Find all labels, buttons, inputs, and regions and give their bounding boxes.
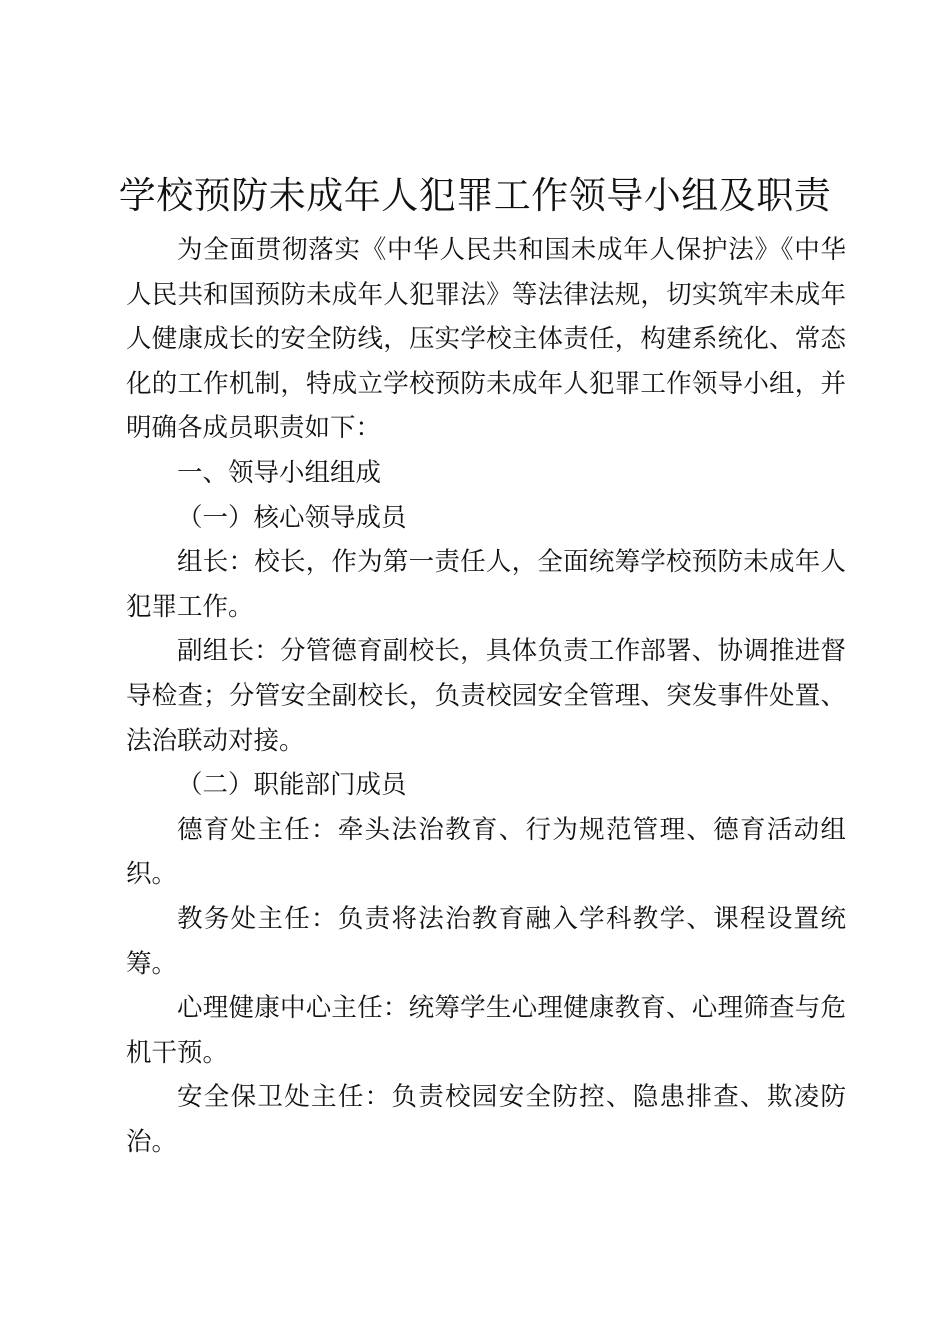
paragraph-group-leader: 组长：校长，作为第一责任人，全面统筹学校预防未成年人犯罪工作。	[126, 547, 846, 622]
paragraph-intro: 为全面贯彻落实《中华人民共和国未成年人保护法》《中华人民共和国预防未成年人犯罪法》等法律法规，切实筑牢未成年人健康成长的安全防线，压实学校主体责任，构建系统化、常态化的工作机制，特成立学校预防未成年人犯罪工作领导小组，并明确各成员职责如下：	[126, 235, 846, 444]
paragraph-mental-health-director: 心理健康中心主任：统筹学生心理健康教育、心理筛查与危机干预。	[126, 993, 846, 1068]
paragraph-deputy-leaders: 副组长：分管德育副校长，具体负责工作部署、协调推进督导检查；分管安全副校长，负责校园安全管理、突发事件处置、法治联动对接。	[126, 636, 846, 756]
section-heading-composition: 一、领导小组组成	[177, 457, 382, 488]
paragraph-security-director: 安全保卫处主任：负责校园安全防控、隐患排查、欺凌防治。	[126, 1082, 846, 1157]
document-body	[126, 228, 846, 1164]
subsection-heading-core-leaders: （一）核心领导成员	[177, 502, 407, 533]
document-title: 学校预防未成年人犯罪工作领导小组及职责	[118, 174, 832, 217]
paragraph-academic-affairs-director: 教务处主任：负责将法治教育融入学科教学、课程设置统筹。	[126, 903, 846, 979]
paragraph-moral-education-director: 德育处主任：牵头法治教育、行为规范管理、德育活动组织。	[126, 814, 846, 890]
subsection-heading-departments: （二）职能部门成员	[177, 770, 407, 801]
